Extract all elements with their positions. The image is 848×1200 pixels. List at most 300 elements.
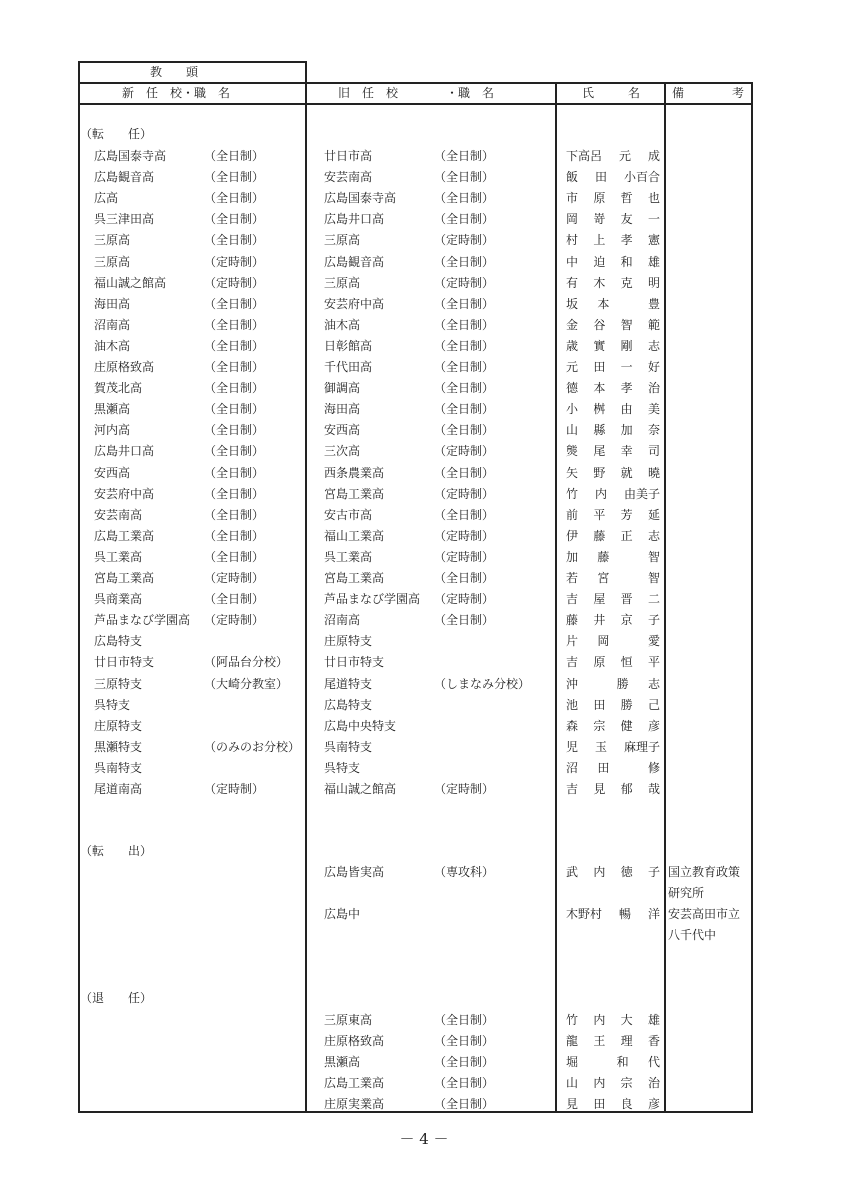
name-part: 内 bbox=[593, 865, 606, 879]
name-part: 勝 bbox=[616, 676, 629, 691]
old-school: 千代田高 bbox=[324, 360, 373, 374]
new-school-type: （全日制） bbox=[204, 233, 265, 248]
new-school: 呉三津田高 bbox=[94, 212, 155, 227]
header-name-left: 氏 bbox=[582, 86, 595, 100]
name-part: 田 bbox=[593, 360, 606, 374]
name-part: 田 bbox=[593, 1097, 606, 1111]
new-school-type: （全日制） bbox=[204, 381, 265, 396]
name-part: 小 bbox=[566, 402, 579, 417]
name-part: 智 bbox=[620, 317, 633, 332]
new-school-type: （定時制） bbox=[204, 275, 265, 290]
old-school-type: （全日制） bbox=[434, 338, 495, 353]
new-school-type: （全日制） bbox=[204, 423, 265, 438]
old-school-type: （全日制） bbox=[434, 149, 495, 163]
section-transfer-out: （転 出） bbox=[80, 844, 153, 858]
name-part: 平 bbox=[647, 655, 660, 670]
new-school-type: （定時制） bbox=[204, 613, 265, 628]
name-part: 洋 bbox=[647, 907, 660, 921]
old-school-type: （全日制） bbox=[434, 296, 495, 311]
old-school-type: （全日制） bbox=[434, 1097, 495, 1111]
old-school: 庄原特支 bbox=[324, 634, 373, 649]
name-part: 哲 bbox=[620, 191, 633, 206]
old-school-type: （定時制） bbox=[434, 275, 495, 290]
new-school-type: （全日制） bbox=[204, 191, 265, 206]
name-part: 原 bbox=[593, 191, 606, 206]
name-part: 雄 bbox=[647, 254, 660, 269]
name-part: 前 bbox=[566, 507, 579, 522]
header-old-school: 旧 任 校 ・職 名 bbox=[338, 86, 495, 100]
new-school: 沼南高 bbox=[94, 317, 131, 332]
new-school: 安西高 bbox=[94, 465, 131, 480]
title-box-label: 教 頭 bbox=[150, 65, 199, 79]
name-part: 児 bbox=[566, 739, 579, 754]
old-school: 広島特支 bbox=[324, 697, 373, 712]
old-school-type: （定時制） bbox=[434, 444, 495, 459]
name-part: 原 bbox=[593, 655, 606, 670]
person-name bbox=[566, 1076, 660, 1090]
person-name bbox=[566, 719, 660, 733]
note-text: 研究所 bbox=[668, 886, 705, 900]
name-part: 健 bbox=[620, 718, 633, 733]
name-part: 美 bbox=[647, 402, 660, 417]
person-name bbox=[566, 466, 660, 480]
name-part: 也 bbox=[647, 191, 660, 206]
new-school-type: （全日制） bbox=[204, 507, 265, 522]
header-top-line bbox=[78, 82, 753, 84]
old-school: 安芸南高 bbox=[324, 170, 373, 185]
name-part: 木 bbox=[593, 275, 606, 290]
name-part: 一 bbox=[647, 212, 660, 227]
name-part: 智 bbox=[647, 549, 660, 564]
name-part: 芳 bbox=[620, 507, 633, 522]
new-school: 庄原格致高 bbox=[94, 360, 155, 374]
name-part: 木野村 bbox=[566, 907, 603, 921]
new-school: 呉工業高 bbox=[94, 549, 143, 564]
section-retire: （退 任） bbox=[80, 991, 153, 1005]
old-school: 御調高 bbox=[324, 381, 361, 396]
new-school: 安芸府中高 bbox=[94, 486, 155, 501]
new-school-type: （全日制） bbox=[204, 212, 265, 227]
column-divider-1 bbox=[305, 61, 307, 1113]
old-school-type: （定時制） bbox=[434, 486, 495, 501]
person-name bbox=[566, 360, 660, 374]
old-school: 呉特支 bbox=[324, 760, 361, 775]
name-part: 市 bbox=[566, 191, 579, 206]
name-part: 志 bbox=[647, 338, 660, 353]
header-name-right: 名 bbox=[628, 86, 641, 100]
section-transfer-in: （転 任） bbox=[80, 127, 153, 141]
name-part: 好 bbox=[647, 360, 660, 374]
new-school: 宮島工業高 bbox=[94, 571, 155, 585]
name-part: 元 bbox=[566, 360, 579, 374]
old-school: 尾道特支 bbox=[324, 676, 373, 691]
new-school-type: （全日制） bbox=[204, 317, 265, 332]
person-name bbox=[566, 698, 660, 712]
header-new-school: 新 任 校・職 名 bbox=[122, 86, 231, 100]
name-part: 良 bbox=[620, 1097, 633, 1111]
name-part: 縣 bbox=[593, 423, 606, 438]
new-school-type: （のみのお分校） bbox=[204, 739, 301, 754]
old-school-type: （全日制） bbox=[434, 191, 495, 206]
header-note-right: 考 bbox=[732, 86, 745, 100]
name-part: 子 bbox=[647, 613, 660, 628]
new-school-type: （全日制） bbox=[204, 486, 265, 501]
old-school: 三原東高 bbox=[324, 1013, 373, 1027]
person-name bbox=[566, 233, 660, 247]
name-part: 若 bbox=[566, 571, 579, 585]
name-part: 修 bbox=[647, 760, 660, 775]
old-school: 廿日市特支 bbox=[324, 655, 385, 670]
note-text: 八千代中 bbox=[668, 928, 717, 942]
person-name bbox=[566, 613, 660, 627]
name-part: 豊 bbox=[647, 296, 660, 311]
person-name bbox=[566, 339, 660, 353]
person-name bbox=[566, 865, 660, 879]
name-part: 孝 bbox=[620, 233, 633, 248]
old-school: 芦品まなび学園高 bbox=[324, 592, 421, 607]
new-school-type: （全日制） bbox=[204, 528, 265, 543]
name-part: 王 bbox=[593, 1034, 606, 1048]
name-part: 吉 bbox=[566, 592, 579, 607]
name-part: 宗 bbox=[620, 1076, 633, 1090]
name-part: 暢 bbox=[618, 907, 631, 921]
person-name bbox=[566, 487, 660, 501]
person-name bbox=[566, 297, 660, 311]
old-school-type: （全日制） bbox=[434, 170, 495, 185]
old-school: 呉南特支 bbox=[324, 739, 373, 754]
new-school-type: （全日制） bbox=[204, 149, 265, 163]
name-part: 憲 bbox=[647, 233, 660, 248]
person-name bbox=[566, 1034, 660, 1048]
old-school: 呉工業高 bbox=[324, 549, 373, 564]
old-school-type: （定時制） bbox=[434, 549, 495, 564]
old-school-type: （専攻科） bbox=[434, 865, 495, 879]
name-part: 玉 bbox=[594, 739, 607, 754]
new-school-type: （全日制） bbox=[204, 465, 265, 480]
name-part: 内 bbox=[594, 486, 607, 501]
name-part: 有 bbox=[566, 275, 579, 290]
new-school-type: （全日制） bbox=[204, 360, 265, 374]
name-part: 金 bbox=[566, 317, 579, 332]
new-school: 黒瀬高 bbox=[94, 402, 131, 417]
name-part: 田 bbox=[597, 760, 610, 775]
old-school: 福山誠之館高 bbox=[324, 782, 397, 796]
new-school: 広島井口高 bbox=[94, 444, 155, 459]
person-name bbox=[566, 1097, 660, 1111]
name-part: 迫 bbox=[593, 254, 606, 269]
name-part: 谷 bbox=[593, 317, 606, 332]
new-school: 広島特支 bbox=[94, 634, 143, 649]
name-part: 村 bbox=[566, 233, 579, 248]
name-part: 田 bbox=[594, 170, 607, 185]
name-part: 内 bbox=[593, 1013, 606, 1027]
person-name bbox=[566, 191, 660, 205]
new-school-type: （阿品台分校） bbox=[204, 655, 289, 670]
person-name bbox=[566, 402, 660, 416]
note-text: 国立教育政策 bbox=[668, 865, 741, 879]
person-name bbox=[566, 761, 660, 775]
old-school-type: （全日制） bbox=[434, 571, 495, 585]
column-divider-2 bbox=[555, 82, 557, 1113]
new-school-type: （全日制） bbox=[204, 402, 265, 417]
name-part: 愛 bbox=[647, 634, 660, 649]
name-part: 雄 bbox=[647, 1013, 660, 1027]
name-part: 一 bbox=[620, 360, 633, 374]
name-part: 下高呂 bbox=[566, 149, 603, 163]
new-school: 黒瀬特支 bbox=[94, 739, 143, 754]
name-part: 志 bbox=[647, 528, 660, 543]
name-part: 大 bbox=[620, 1013, 633, 1027]
name-part: 和 bbox=[616, 1055, 629, 1069]
name-part: 宮 bbox=[597, 571, 610, 585]
name-part: 香 bbox=[647, 1034, 660, 1048]
old-school-type: （全日制） bbox=[434, 317, 495, 332]
new-school: 広島工業高 bbox=[94, 528, 155, 543]
old-school: 宮島工業高 bbox=[324, 486, 385, 501]
header-bottom-line bbox=[78, 103, 753, 105]
name-part: 和 bbox=[620, 254, 633, 269]
person-name bbox=[566, 276, 660, 290]
name-part: 勝 bbox=[620, 697, 633, 712]
name-part: 彦 bbox=[647, 718, 660, 733]
old-school: 広島中央特支 bbox=[324, 718, 397, 733]
new-school-type: （全日制） bbox=[204, 338, 265, 353]
old-school: 広島井口高 bbox=[324, 212, 385, 227]
person-name bbox=[566, 592, 660, 606]
name-part: 山 bbox=[566, 1076, 579, 1090]
person-name bbox=[566, 740, 660, 754]
name-part: 井 bbox=[593, 613, 606, 628]
name-part: 德 bbox=[566, 381, 579, 396]
old-school: 安古市高 bbox=[324, 507, 373, 522]
new-school: 安芸南高 bbox=[94, 507, 143, 522]
person-name bbox=[566, 212, 660, 226]
old-school: 広島観音高 bbox=[324, 254, 385, 269]
new-school-type: （大崎分教室） bbox=[204, 676, 289, 691]
table-bottom-line bbox=[78, 1111, 753, 1113]
name-part: 平 bbox=[593, 507, 606, 522]
new-school: 三原高 bbox=[94, 254, 131, 269]
name-part: 郁 bbox=[620, 782, 633, 796]
new-school: 呉商業高 bbox=[94, 592, 143, 607]
person-name bbox=[566, 655, 660, 669]
person-name bbox=[566, 318, 660, 332]
page-number: － 4 － bbox=[399, 1130, 449, 1148]
new-school-type: （定時制） bbox=[204, 571, 265, 585]
old-school: 庄原実業高 bbox=[324, 1097, 385, 1111]
name-part: 宗 bbox=[593, 718, 606, 733]
old-school: 三次高 bbox=[324, 444, 361, 459]
name-part: 嵜 bbox=[593, 212, 606, 227]
name-part: 小百合 bbox=[623, 170, 660, 185]
name-part: 竹 bbox=[566, 1013, 579, 1027]
name-part: 二 bbox=[647, 592, 660, 607]
old-school-type: （全日制） bbox=[434, 1076, 495, 1090]
name-part: 堀 bbox=[566, 1055, 579, 1069]
old-school-type: （全日制） bbox=[434, 254, 495, 269]
old-school: 安芸府中高 bbox=[324, 296, 385, 311]
person-name bbox=[566, 444, 660, 458]
name-part: 奈 bbox=[647, 423, 660, 438]
old-school: 黒瀬高 bbox=[324, 1055, 361, 1069]
old-school-type: （しまなみ分校） bbox=[434, 676, 531, 691]
table-right-line bbox=[751, 82, 753, 1113]
old-school-type: （全日制） bbox=[434, 423, 495, 438]
person-name bbox=[566, 634, 660, 648]
new-school-type: （定時制） bbox=[204, 254, 265, 269]
old-school-type: （全日制） bbox=[434, 1055, 495, 1069]
name-part: 藤 bbox=[566, 613, 579, 628]
name-part: 延 bbox=[647, 507, 660, 522]
new-school: 呉南特支 bbox=[94, 760, 143, 775]
old-school: 海田高 bbox=[324, 402, 361, 417]
old-school-type: （全日制） bbox=[434, 613, 495, 628]
old-school-type: （定時制） bbox=[434, 592, 495, 607]
person-name bbox=[566, 907, 660, 921]
old-school-type: （全日制） bbox=[434, 402, 495, 417]
old-school: 廿日市高 bbox=[324, 149, 373, 163]
name-part: 麻理子 bbox=[623, 739, 660, 754]
old-school: 広島皆実高 bbox=[324, 865, 385, 879]
person-name bbox=[566, 149, 660, 163]
person-name bbox=[566, 170, 660, 184]
old-school-type: （定時制） bbox=[434, 782, 495, 796]
name-part: 幸 bbox=[620, 444, 633, 459]
person-name bbox=[566, 529, 660, 543]
name-part: 藤 bbox=[593, 528, 606, 543]
name-part: 本 bbox=[593, 381, 606, 396]
old-school: 三原高 bbox=[324, 275, 361, 290]
person-name bbox=[566, 782, 660, 796]
name-part: 森 bbox=[566, 718, 579, 733]
name-part: 友 bbox=[620, 212, 633, 227]
name-part: 加 bbox=[566, 549, 579, 564]
name-part: 志 bbox=[647, 676, 660, 691]
person-name bbox=[566, 1055, 660, 1069]
new-school: 呉特支 bbox=[94, 697, 131, 712]
old-school: 西条農業高 bbox=[324, 465, 385, 480]
old-school-type: （全日制） bbox=[434, 1013, 495, 1027]
name-part: 尾 bbox=[593, 444, 606, 459]
new-school: 芦品まなび学園高 bbox=[94, 613, 191, 628]
old-school: 沼南高 bbox=[324, 613, 361, 628]
name-part: 己 bbox=[647, 697, 660, 712]
name-part: 正 bbox=[620, 528, 633, 543]
name-part: 見 bbox=[566, 1097, 579, 1111]
name-part: 智 bbox=[647, 571, 660, 585]
name-part: 治 bbox=[647, 381, 660, 396]
name-part: 明 bbox=[647, 275, 660, 290]
name-part: 内 bbox=[593, 1076, 606, 1090]
old-school-type: （全日制） bbox=[434, 507, 495, 522]
name-part: 飯 bbox=[566, 170, 579, 185]
old-school: 広島工業高 bbox=[324, 1076, 385, 1090]
old-school-type: （全日制） bbox=[434, 360, 495, 374]
old-school-type: （定時制） bbox=[434, 233, 495, 248]
name-part: 晋 bbox=[620, 592, 633, 607]
name-part: 子 bbox=[647, 865, 660, 879]
name-part: 加 bbox=[620, 423, 633, 438]
old-school-type: （全日制） bbox=[434, 465, 495, 480]
name-part: 京 bbox=[620, 613, 633, 628]
new-school-type: （全日制） bbox=[204, 170, 265, 185]
name-part: 野 bbox=[593, 465, 606, 480]
old-school: 広島中 bbox=[324, 907, 361, 921]
name-part: 理 bbox=[620, 1034, 633, 1048]
name-part: 熋 bbox=[566, 444, 579, 459]
old-school: 庄原格致高 bbox=[324, 1034, 385, 1048]
new-school-type: （定時制） bbox=[204, 782, 265, 796]
old-school: 宮島工業高 bbox=[324, 571, 385, 585]
person-name bbox=[566, 255, 660, 269]
person-name bbox=[566, 381, 660, 395]
name-part: 伊 bbox=[566, 528, 579, 543]
new-school: 三原特支 bbox=[94, 676, 143, 691]
name-part: 彦 bbox=[647, 1097, 660, 1111]
person-name bbox=[566, 423, 660, 437]
name-part: 徳 bbox=[620, 865, 633, 879]
header-note-left: 備 bbox=[672, 86, 685, 100]
old-school: 油木高 bbox=[324, 317, 361, 332]
name-part: 片 bbox=[566, 634, 579, 649]
new-school: 河内高 bbox=[94, 423, 131, 438]
name-part: 治 bbox=[647, 1076, 660, 1090]
name-part: 沖 bbox=[566, 676, 579, 691]
person-name bbox=[566, 550, 660, 564]
name-part: 哉 bbox=[647, 782, 660, 796]
old-school-type: （全日制） bbox=[434, 381, 495, 396]
old-school: 福山工業高 bbox=[324, 528, 385, 543]
name-part: 就 bbox=[620, 465, 633, 480]
new-school: 庄原特支 bbox=[94, 718, 143, 733]
name-part: 中 bbox=[566, 254, 579, 269]
name-part: 坂 bbox=[566, 296, 579, 311]
name-part: 歳 bbox=[566, 338, 579, 353]
name-part: 吉 bbox=[566, 655, 579, 670]
title-box-left-line bbox=[78, 61, 80, 1113]
new-school-type: （全日制） bbox=[204, 296, 265, 311]
person-name bbox=[566, 571, 660, 585]
new-school: 三原高 bbox=[94, 233, 131, 248]
name-part: 竹 bbox=[566, 486, 579, 501]
name-part: 成 bbox=[647, 149, 660, 163]
name-part: 由美子 bbox=[623, 486, 660, 501]
note-text: 安芸高田市立 bbox=[668, 907, 741, 921]
name-part: 矢 bbox=[566, 465, 579, 480]
name-part: 曉 bbox=[647, 465, 660, 480]
new-school: 広島観音高 bbox=[94, 170, 155, 185]
new-school: 広高 bbox=[94, 191, 119, 206]
old-school: 三原高 bbox=[324, 233, 361, 248]
column-divider-3 bbox=[664, 82, 666, 1113]
name-part: 藤 bbox=[597, 549, 610, 564]
name-part: 上 bbox=[593, 233, 606, 248]
old-school: 安西高 bbox=[324, 423, 361, 438]
name-part: 本 bbox=[597, 296, 610, 311]
name-part: 山 bbox=[566, 423, 579, 438]
name-part: 由 bbox=[620, 402, 633, 417]
name-part: 沼 bbox=[566, 760, 579, 775]
name-part: 範 bbox=[647, 317, 660, 332]
name-part: 代 bbox=[647, 1055, 660, 1069]
old-school: 広島国泰寺高 bbox=[324, 191, 397, 206]
name-part: 孝 bbox=[620, 381, 633, 396]
name-part: 恒 bbox=[620, 655, 633, 670]
name-part: 剛 bbox=[620, 338, 633, 353]
name-part: 岡 bbox=[597, 634, 610, 649]
name-part: 武 bbox=[566, 865, 579, 879]
new-school: 福山誠之館高 bbox=[94, 275, 167, 290]
